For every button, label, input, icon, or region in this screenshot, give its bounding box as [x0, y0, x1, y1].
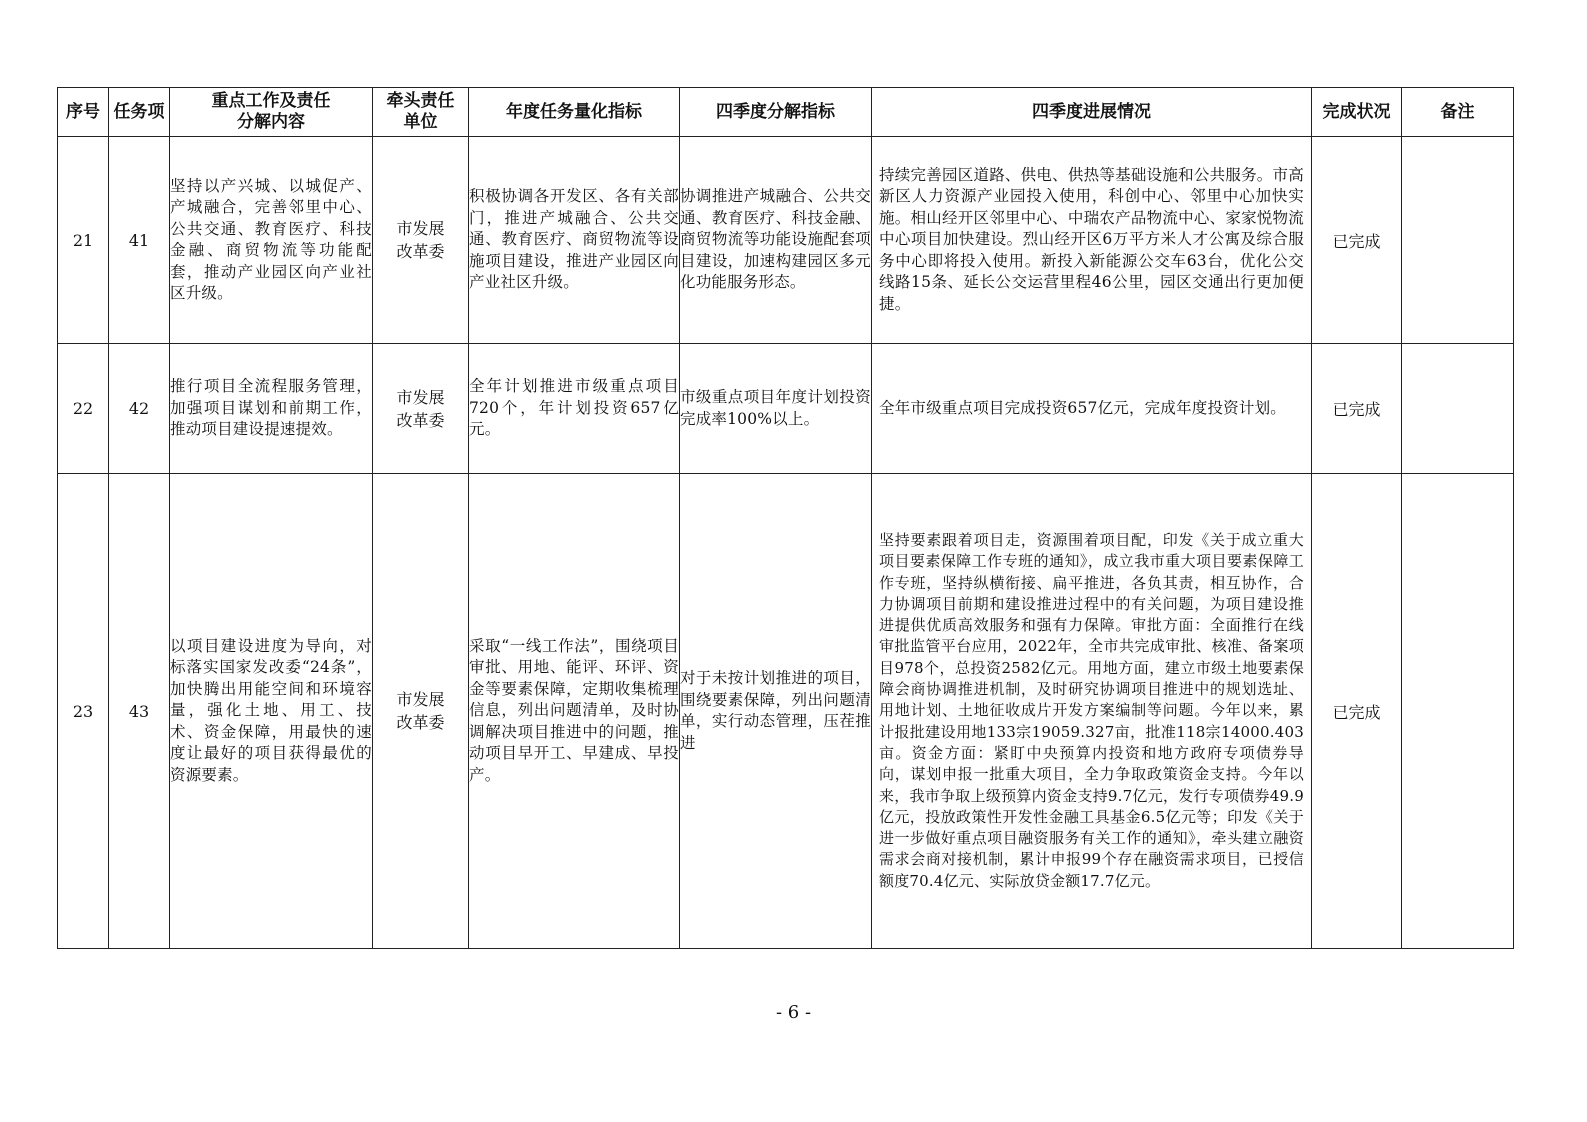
cell-q4: 协调推进产城融合、公共交通、教育医疗、科技金融、商贸物流等功能设施配套项目建设，加速构建园区多元化功能服务形态。 [680, 137, 872, 344]
cell-lead [373, 137, 469, 344]
cell-lead-label: 市发展改革委 [396, 387, 445, 430]
cell-progress: 坚持要素跟着项目走，资源围着项目配，印发《关于成立重大项目要素保障工作专班的通知》，成立我市重大项目要素保障工作专班，坚持纵横衔接、扁平推进，各负其责，相互协作，合力协调项目前期和建设推进过程中的有关问题，为项目建设推进提供优质高效服务和强有力保障。审批方面：全面推行在线审批监管平台应用，2022年，全市共完成审批、核准、备案项目978个，总投资2582亿元。用地方面，建立市级土地要素保障会商协调推进机制，及时研究协调项目推进中的规划选址、用地计划、土地征收成片开发方案编制等问题。今年以来，累计报批建设用地133宗19059.327亩，批准118宗14000.403亩。资金方面：紧盯中央预算内投资和地方政府专项债券导向，谋划申报一批重大项目，全力争取政策资金支持。今年以来，我市争取上级预算内资金支持9.7亿元，发行专项债券49.9亿元，投放政策性开发性金融工具基金6.5亿元等；印发《关于进一步做好重点项目融资服务有关工作的通知》，牵头建立融资需求会商对接机制，累计申报99个存在融资需求项目，已授信额度70.4亿元、实际放贷金额17.7亿元。 [872, 474, 1312, 949]
cell-seq: 21 [58, 137, 109, 344]
cell-status: 已完成 [1312, 474, 1402, 949]
header-task: 任务项 [109, 88, 170, 137]
header-annual: 年度任务量化指标 [469, 88, 680, 137]
cell-note [1402, 137, 1514, 344]
cell-note [1402, 474, 1514, 949]
cell-task: 41 [109, 137, 170, 344]
header-progress: 四季度进展情况 [872, 88, 1312, 137]
cell-progress: 持续完善园区道路、供电、供热等基础设施和公共服务。市高新区人力资源产业园投入使用，科创中心、邻里中心加快实施。相山经开区邻里中心、中瑞农产品物流中心、家家悦物流中心项目加快建设。烈山经开区6万平方米人才公寓及综合服务中心即将投入使用。新投入新能源公交车63台，优化公交线路15条、延长公交运营里程46公里，园区交通出行更加便捷。 [872, 137, 1312, 344]
cell-progress: 全年市级重点项目完成投资657亿元，完成年度投资计划。 [872, 344, 1312, 474]
header-lead-label: 牵头责任单位 [386, 91, 455, 132]
header-status: 完成状况 [1312, 88, 1402, 137]
cell-content: 坚持以产兴城、以城促产、产城融合，完善邻里中心、公共交通、教育医疗、科技金融、商贸物流等功能配套，推动产业园区向产业社区升级。 [170, 137, 373, 344]
task-table [57, 87, 1514, 949]
cell-note [1402, 344, 1514, 474]
cell-q4: 对于未按计划推进的项目，围绕要素保障，列出问题清单，实行动态管理，压茬推进 [680, 474, 872, 949]
table-row [58, 344, 1514, 474]
cell-task: 42 [109, 344, 170, 474]
table-row [58, 474, 1514, 949]
cell-annual: 积极协调各开发区、各有关部门，推进产城融合、公共交通、教育医疗、商贸物流等设施项目建设，推进产业园区向产业社区升级。 [469, 137, 680, 344]
cell-q4: 市级重点项目年度计划投资完成率100%以上。 [680, 344, 872, 474]
header-content [170, 88, 373, 137]
page-number: - 6 - [775, 1002, 812, 1023]
cell-seq: 22 [58, 344, 109, 474]
cell-lead-label: 市发展改革委 [396, 690, 445, 732]
cell-status: 已完成 [1312, 137, 1402, 344]
cell-annual: 全年计划推进市级重点项目720个，年计划投资657亿元。 [469, 344, 680, 474]
header-q4: 四季度分解指标 [680, 88, 872, 137]
cell-task: 43 [109, 474, 170, 949]
cell-content: 以项目建设进度为导向，对标落实国家发改委“24条”，加快腾出用能空间和环境容量，强化土地、用工、技术、资金保障，用最快的速度让最好的项目获得最优的资源要素。 [170, 474, 373, 949]
cell-status: 已完成 [1312, 344, 1402, 474]
cell-lead [373, 474, 469, 949]
cell-lead-label: 市发展改革委 [396, 219, 445, 261]
cell-seq: 23 [58, 474, 109, 949]
cell-lead [373, 344, 469, 474]
header-seq: 序号 [58, 88, 109, 137]
cell-annual: 采取“一线工作法”，围绕项目审批、用地、能评、环评、资金等要素保障，定期收集梳理信息，列出问题清单，及时协调解决项目推进中的问题，推动项目早开工、早建成、早投产。 [469, 474, 680, 949]
header-note: 备注 [1402, 88, 1514, 137]
cell-content: 推行项目全流程服务管理，加强项目谋划和前期工作，推动项目建设提速提效。 [170, 344, 373, 474]
header-content-label: 重点工作及责任分解内容 [211, 91, 331, 132]
header-lead [373, 88, 469, 137]
table-row [58, 137, 1514, 344]
table-header-row [58, 88, 1514, 137]
